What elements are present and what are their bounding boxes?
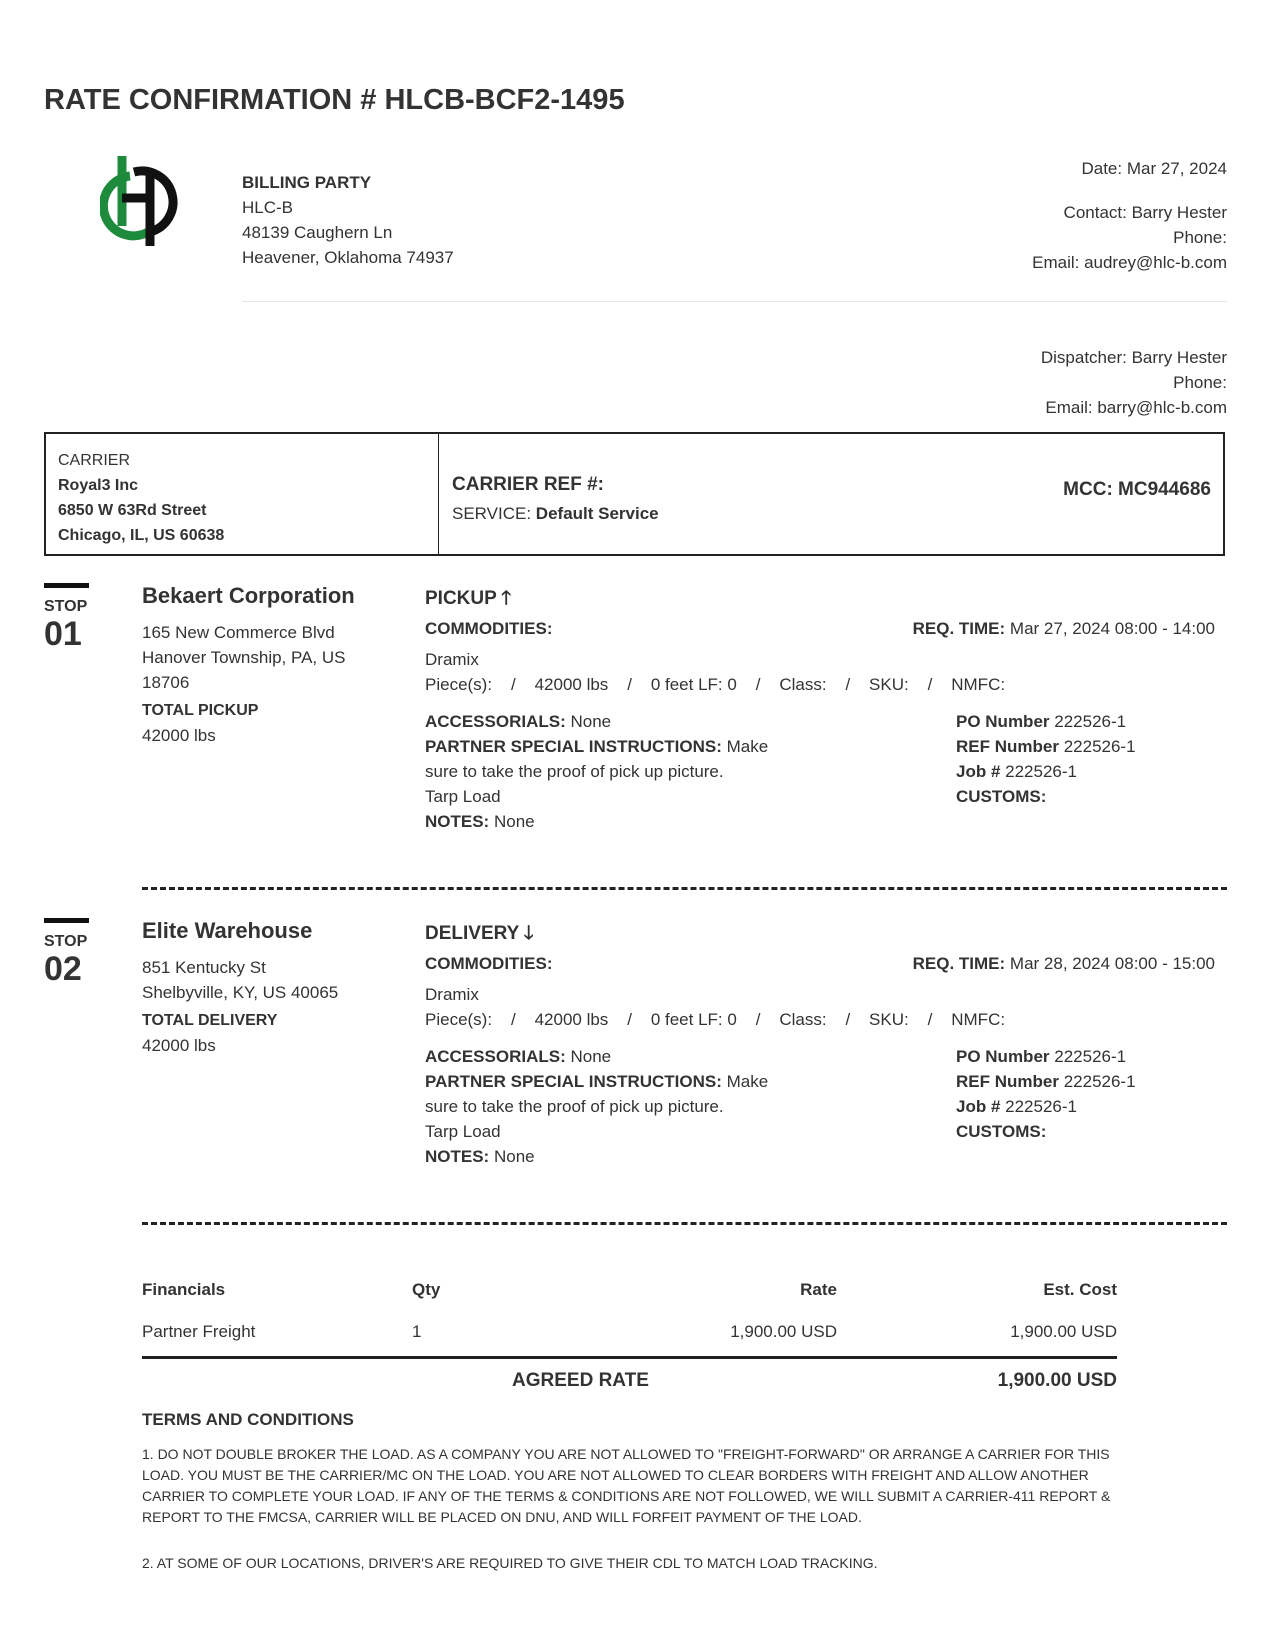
req-time-label: REQ. TIME: [912, 619, 1006, 638]
carrier-street: 6850 W 63Rd Street [58, 502, 207, 519]
stop-type: PICKUP [425, 588, 497, 609]
notes-value: None [493, 812, 535, 831]
date: Date: Mar 27, 2024 [1081, 159, 1227, 178]
total-label: TOTAL DELIVERY [142, 1012, 278, 1029]
notes-label: NOTES: [425, 812, 490, 831]
stop-divider [142, 1222, 1227, 1225]
address-line: 851 Kentucky St [142, 958, 266, 977]
location-name: Bekaert Corporation [142, 583, 355, 608]
commodity-name: Dramix [425, 650, 479, 669]
carrier-name: Royal3 Inc [58, 477, 139, 494]
divider [242, 301, 1227, 302]
instructions-value: Tarp Load [425, 787, 501, 806]
po-label: PO Number [956, 712, 1050, 731]
table-cell: Partner Freight [142, 1322, 256, 1341]
total-label: TOTAL PICKUP [142, 702, 259, 719]
table-cell: 1 [412, 1322, 422, 1341]
stop-type: DELIVERY [425, 923, 520, 944]
accessorials-value: None [570, 712, 612, 731]
billing-name: HLC-B [242, 198, 294, 217]
billing-city: Heavener, Oklahoma 74937 [242, 248, 454, 267]
location-name: Elite Warehouse [142, 918, 313, 943]
contact-phone: Phone: [1173, 228, 1227, 247]
accessorials-value: None [570, 1047, 612, 1066]
address-line: Hanover Township, PA, US [142, 648, 346, 667]
stop-badge [44, 583, 89, 651]
job-value: 222526-1 [1005, 1097, 1077, 1116]
agreed-rate-value: 1,900.00 USD [997, 1370, 1117, 1391]
po-value: 222526-1 [1054, 712, 1127, 731]
accessorials-label: ACCESSORIALS: [425, 1047, 566, 1066]
commodity-name: Dramix [425, 985, 479, 1004]
table-cell: 1,900.00 USD [1010, 1322, 1117, 1341]
ref-label: REF Number [956, 737, 1059, 756]
total-value: 42000 lbs [142, 726, 216, 745]
job-label: Job # [956, 1097, 1001, 1116]
term-item: 1. DO NOT DOUBLE BROKER THE LOAD. AS A COMPANY YOU ARE NOT ALLOWED TO "FREIGHT-FORWARD" OR ARRANGE A CARRIER FOR THIS LOAD. YOU MUST BE THE CARRIER/MC ON THE LOAD. YOU ARE NOT ALLOWED TO CLEAR BORDERS WITH FREIGHT AND ALLOW ANOTHER CARRIER TO COMPLETE YOUR LOAD. IF ANY OF THE TERMS & CONDITIONS ARE NOT FOLLOWED, WE WILL SUBMIT A CARRIER-411 REPORT & REPORT TO THE FMCSA, CARRIER WILL BE PLACED ON DNU, AND WILL FORFEIT PAYMENT OF THE LOAD. [142, 1446, 1111, 1525]
billing-street: 48139 Caughern Ln [242, 223, 393, 242]
total-value: 42000 lbs [142, 1036, 216, 1055]
billing-label: BILLING PARTY [242, 173, 372, 192]
carrier-label: CARRIER [58, 452, 131, 469]
column-header: Rate [800, 1280, 837, 1299]
table-cell: 1,900.00 USD [730, 1322, 837, 1341]
carrier-city: Chicago, IL, US 60638 [58, 527, 225, 544]
pieces-line: Piece(s): / 42000 lbs / 0 feet LF: 0 / Class: / SKU: / NMFC: [425, 675, 1006, 694]
instructions-label: PARTNER SPECIAL INSTRUCTIONS: [425, 1072, 722, 1091]
total-rule [142, 1356, 1117, 1359]
notes-value: None [493, 1147, 535, 1166]
dispatcher-phone: Phone: [1173, 373, 1227, 392]
dispatcher-block [1041, 345, 1227, 420]
stop-bar [44, 583, 89, 588]
carrier-box [44, 432, 1225, 556]
terms-title: TERMS AND CONDITIONS [142, 1410, 354, 1429]
carrier-ref-label: CARRIER REF #: [452, 474, 605, 495]
instructions-value: Make [726, 1072, 769, 1091]
arrow-down-icon: 🡓 [523, 923, 534, 944]
ref-value: 222526-1 [1063, 1072, 1136, 1091]
po-label: PO Number [956, 1047, 1050, 1066]
service-value: Default Service [535, 504, 659, 523]
stop-number: 02 [44, 950, 82, 988]
dispatcher-email: Email: barry@hlc-b.com [1045, 398, 1227, 417]
instructions-value: sure to take the proof of pick up picture. [425, 762, 724, 781]
column-header: Financials [142, 1280, 226, 1299]
company-logo [100, 154, 180, 249]
ref-value: 222526-1 [1063, 737, 1136, 756]
commodities-label: COMMODITIES: [425, 619, 553, 638]
column-header: Qty [412, 1280, 441, 1299]
mcc-number: MCC: MC944686 [1063, 479, 1211, 500]
table-row [142, 1322, 1117, 1356]
accessorials-label: ACCESSORIALS: [425, 712, 566, 731]
contact-name: Contact: Barry Hester [1063, 203, 1227, 222]
agreed-rate-label: AGREED RATE [512, 1370, 649, 1391]
instructions-value: sure to take the proof of pick up picture. [425, 1097, 724, 1116]
term-item: 2. AT SOME OF OUR LOCATIONS, DRIVER'S ARE REQUIRED TO GIVE THEIR CDL TO MATCH LOAD TRACKING. [142, 1555, 878, 1571]
stop-label: STOP [44, 933, 88, 950]
po-value: 222526-1 [1054, 1047, 1127, 1066]
job-label: Job # [956, 762, 1001, 781]
req-time-label: REQ. TIME: [912, 954, 1006, 973]
stop-details [425, 919, 1215, 1169]
contact-email: Email: audrey@hlc-b.com [1032, 253, 1227, 272]
contact-block [1032, 156, 1227, 275]
financials-table [142, 1280, 1117, 1356]
service [452, 504, 659, 524]
table-header-row [142, 1280, 1117, 1322]
customs-label: CUSTOMS: [956, 787, 1047, 806]
notes-label: NOTES: [425, 1147, 490, 1166]
stop-location [142, 583, 402, 748]
arrow-up-icon: 🡑 [501, 588, 512, 609]
ref-label: REF Number [956, 1072, 1059, 1091]
address-line: Shelbyville, KY, US 40065 [142, 983, 339, 1002]
address-line: 18706 [142, 673, 190, 692]
dispatcher-name: Dispatcher: Barry Hester [1040, 348, 1227, 367]
stop-location [142, 918, 402, 1058]
stop-number: 01 [44, 615, 82, 653]
stop-bar [44, 918, 89, 923]
job-value: 222526-1 [1005, 762, 1077, 781]
page-title: RATE CONFIRMATION # HLCB-BCF2-1495 [44, 84, 625, 116]
column-header: Est. Cost [1043, 1280, 1117, 1299]
stop-details [425, 584, 1215, 834]
service-label: SERVICE: [452, 504, 532, 523]
req-time-value: Mar 27, 2024 08:00 - 14:00 [1009, 619, 1215, 638]
carrier-info [46, 434, 439, 554]
address-line: 165 New Commerce Blvd [142, 623, 335, 642]
instructions-value: Make [726, 737, 769, 756]
billing-party [242, 170, 454, 270]
customs-label: CUSTOMS: [956, 1122, 1047, 1141]
instructions-value: Tarp Load [425, 1122, 501, 1141]
instructions-label: PARTNER SPECIAL INSTRUCTIONS: [425, 737, 722, 756]
stop-divider [142, 887, 1227, 890]
req-time-value: Mar 28, 2024 08:00 - 15:00 [1009, 954, 1215, 973]
commodities-label: COMMODITIES: [425, 954, 553, 973]
stop-badge [44, 918, 89, 986]
stop-label: STOP [44, 598, 88, 615]
pieces-line: Piece(s): / 42000 lbs / 0 feet LF: 0 / Class: / SKU: / NMFC: [425, 1010, 1006, 1029]
